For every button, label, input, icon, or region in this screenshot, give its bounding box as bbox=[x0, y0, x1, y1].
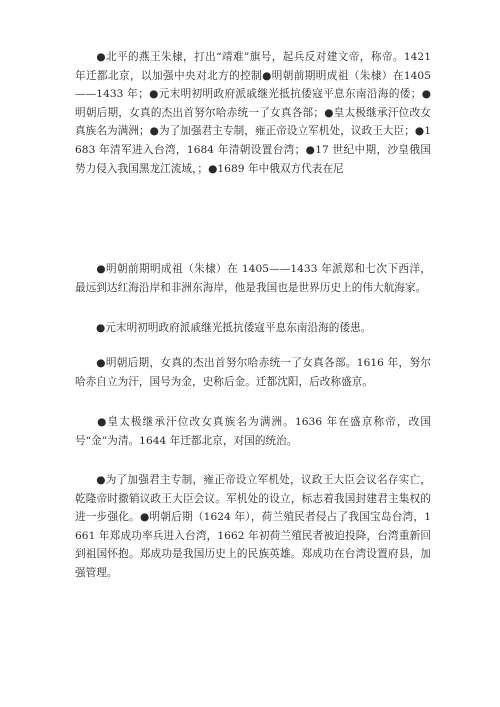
paragraph-grand-council-taiwan bbox=[75, 471, 431, 583]
paragraph-text: ●北平的燕王朱棣，打出“靖难”旗号，起兵反对建文帝，称帝。1421 年迁都北京，以加强中央对北方的控制●明朝前期明成祖（朱棣）在1405——1433 年；●元末明初明政府派戚继光抵抗倭寇平息东南沿海的倭；●明朝后期，女真的杰出首努尔哈赤统一了女真各部；●皇太极继承汗位改女真族名为满洲；●为了加强君主专制，雍正帝设立军机处，议政王大臣；●1683 年清军进入台湾，1684 年清朝设置台湾；●17 世纪中期，沙皇俄国势力侵入我国黑龙江流域，；●1689 年中俄双方代表在尼 bbox=[75, 51, 431, 175]
paragraph-text: ●明朝前期明成祖（朱棣）在 1405——1433 年派郑和七次下西洋，最远到达红海沿岸和非洲东海岸，他是我国也是世界历史上的伟大航海家。 bbox=[75, 263, 431, 294]
paragraph-zheng-he bbox=[75, 260, 431, 297]
paragraph-text: ●为了加强君主专制，雍正帝设立军机处，议政王大臣会议名存实亡，乾隆帝时撤销议政王大臣会议。军机处的设立，标志着我国封建君主集权的进一步强化。●明朝后期（1624 年），荷兰殖民者侵占了我国宝岛台湾，1661 年郑成功率兵进入台湾，1662 年初荷兰殖民者被迫投降，台湾重新回到祖国怀抱。郑成功是我国历史上的民族英雄。郑成功在台湾设置府县，加强管理。 bbox=[75, 474, 431, 579]
paragraph-summary bbox=[75, 48, 431, 178]
paragraph-huang-taiji bbox=[75, 413, 431, 450]
paragraph-text: ●明朝后期，女真的杰出首努尔哈赤统一了女真各部。1616 年，努尔哈赤自立为汗，国号为金，史称后金。迁都沈阳，后改称盛京。 bbox=[75, 357, 431, 388]
paragraph-nurhaci bbox=[75, 354, 431, 391]
paragraph-text: ●皇太极继承汗位改女真族名为满洲。1636 年在盛京称帝，改国号“金”为清。1644 年迁都北京，对国的统治。 bbox=[75, 416, 431, 447]
paragraph-text: ●元末明初明政府派戚继光抵抗倭寇平息东南沿海的倭患。 bbox=[96, 322, 372, 334]
paragraph-qi-jiguang bbox=[75, 319, 431, 338]
